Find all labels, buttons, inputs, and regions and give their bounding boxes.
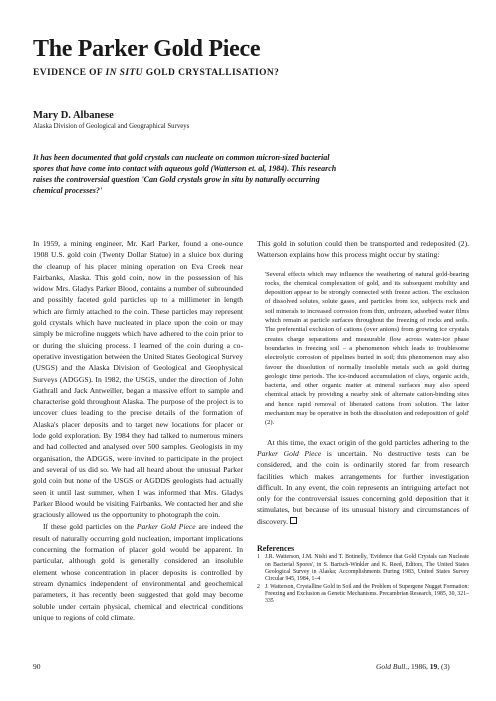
body-paragraph-3: This gold in solution could then be transported and redeposited (2). Watterson explains how this process might occur by stating:	[257, 239, 469, 260]
left-column	[33, 238, 243, 624]
journal-name: Gold Bull.	[376, 662, 408, 671]
abstract: It has been documented that gold crystals can nucleate on common micron-sized bacterial spores that have come into contact with aqueous gold (Watterson et. al, 1984). This research raises the controversial question 'Can Gold crystals grow in situ by naturally occurring chemical processes?'	[33, 153, 337, 195]
citation-year: , 1986,	[407, 662, 430, 671]
reference-item	[257, 554, 469, 583]
author-affiliation: Alaska Division of Geological and Geographical Surveys	[33, 123, 190, 130]
journal-citation	[376, 662, 450, 671]
body-paragraph-1: In 1959, a mining engineer, Mr. Karl Parker, found a one-ounce 1908 U.S. gold coin (Twenty Dollar Statue) in a sluice box during the cleanup of his placer mining operation on Eva Creek near Fairbanks, Alaska. This gold coin, now in the possession of his widow Mrs. Gladys Parker Blood, contains a number of subrounded and possibly faceted gold particles up to a millimeter in length which are firmly attached to the coin. These particles may represent gold crystals which have nucleated in place upon the coin or may simply be microfine nuggets which have adhered to the coin prior to or during the sluicing process. I learned of the coin during a co-operative investigation between the United States Geological Survey (USGS) and the Alaska Division of Geological and Geophysical Surveys (ADGGS). In 1982, the USGS, under the direction of John Gathrall and Jack Antweiller, began a massive effort to sample and characterise gold throughout Alaska. The purpose of the project is to uncover clues leading to the precise details of the formation of Alaska's placer deposits and to target new locations for placer or lode gold exploration. By 1984 they had talked to numerous miners and had collected and analysed over 500 samples. Geologists in my organisation, the ADGGS, were invited to participate in the project and several of us did so. We had all heard about the unusual Parker gold coin but none of the USGS or AGDDS geologists had actually seen it until last summer, when I was informed that Mrs. Gladys Parker Blood would be visiting Fairbanks. We contacted her and she graciously allowed us the opportunity to photograph the coin.	[33, 239, 243, 520]
p2-emphasis: Parker Gold Piece	[136, 522, 196, 532]
subtitle-emphasis: IN SITU	[105, 68, 143, 78]
subtitle-post: GOLD CRYSTALLISATION?	[142, 68, 280, 78]
page-number: 90	[33, 662, 41, 671]
article-title: The Parker Gold Piece	[33, 36, 261, 62]
citation-volume: 19	[429, 662, 438, 671]
article-subtitle	[33, 68, 279, 78]
references-heading: References	[257, 544, 295, 554]
reference-number: 2	[257, 583, 260, 590]
block-quote: 'Several effects which may influence the weathering of natural gold-bearing rocks, the chemical complexation of gold, and its subsequent mobility and deposition appear to be strongly connected with freeze action. The exclusion of dissolved solutes, solute gases, and particles from ice, subjects rock and soil minerals to increased corrosion from thin, unfrozen, adsorbed water films which remain at particle surfaces throughout the freezing of rocks and soils. The preferential exclusion of cations (over anions) from growing ice crystals creates charge separations and measurable flow across water-ice phase boundaries in freezing soil – a phenomenon which leads to troublesome electrolytic corrosion of pipelines buried in soil; this phenomenon may also favour the dissolution of normally insoluble metals such as gold during geologic time periods. The ice-induced accumulation of clays, organic acids, bacteria, and other organic matter at mineral surfaces may also speed chemical attack by providing a nearby sink of alternate cation-binding sites and hence rapid removal of liberated cations from solution. The latter mechanism may be operative in both the dissolution and redeposition of gold' (2).	[265, 270, 469, 427]
reference-number: 1	[257, 554, 260, 561]
p2-pre: If these gold particles on the	[43, 522, 137, 532]
reference-text: J. Watterson, Crystalline Gold in Soil and the Problem of Supergene Nugget Formation: Freezing and Exclusion as Genetic Mechanisms. Precambrian Research, 1985, 30, 321–335	[265, 583, 469, 605]
subtitle-pre: EVIDENCE OF	[33, 68, 106, 78]
p4-post: is uncertain. No destructive tests can be considered, and the coin is ordinarily stored far from research facilities which makes arrangements for further investigation difficult. In any event, the coin represents an intriguing artefact not only for the controversial issues concerning gold deposition that it stimulates, but because of its unusual history and circumstances of discovery.	[257, 448, 469, 526]
author-name: Mary D. Albanese	[33, 110, 114, 121]
reference-text: J.R. Watterson, J.M. Nishi and T. Botinelly, 'Evidence that Gold Crystals can Nucleate on Bacterial Spores', in S. Bartsch-Winkler and K. Reed, Editors, The United States Geological Survey in Alaska; Accomplishments During 1983, United States Survey Circular 945, 1984, 1–4	[265, 554, 469, 583]
end-mark-icon	[290, 517, 297, 524]
right-column	[257, 238, 469, 605]
body-paragraph-2	[33, 521, 243, 623]
p4-emphasis: Parker Gold Piece	[257, 448, 322, 458]
reference-item	[257, 584, 469, 606]
p2-post: are indeed the result of naturally occurring gold nucleation, important implications concerning the formation of placer gold would be apparent. In particular, although gold is generally considered an insoluble element whose concentration in placer deposits is controlled by stream dynamics independent of environmental and geochemical parameters, it has recently been suggested that gold may become soluble under certain physical, chemical and electrical conditions unique to regions of cold climate.	[33, 522, 243, 622]
p4-pre: At this time, the exact origin of the gold particles adhering to the	[267, 437, 469, 447]
citation-issue: , (3)	[437, 662, 450, 671]
body-paragraph-4	[257, 437, 469, 527]
